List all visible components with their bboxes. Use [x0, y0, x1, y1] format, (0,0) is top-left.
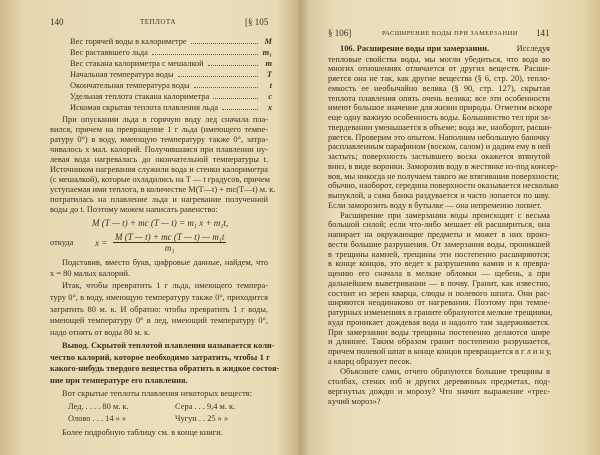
paragraph-line: кучий мороз»?: [328, 396, 381, 406]
paragraph-line: x = 80 малых калорий.: [50, 268, 131, 278]
variable-symbol: m: [265, 59, 272, 68]
paragraph-line: надо отнять от воды 80 м. к.: [50, 328, 151, 338]
paragraph-line: напирает на окружающие предметы и может в них произ-: [328, 230, 550, 239]
variable-label: Искомая скрытая теплота плавления льда: [70, 103, 219, 112]
paragraph-line: вился, причем на превращение 1 г льда (имеющего темпе-: [50, 125, 268, 134]
variable-label: Удельная теплота стакана калориметра: [70, 92, 210, 101]
solution-fraction: [113, 232, 226, 253]
leader-dots: [208, 58, 258, 66]
whence-label: откуда: [50, 238, 74, 247]
solution-numerator: M (T — t) + mc (T — t) — m₁t: [115, 232, 225, 242]
paragraph-line: обычно, наоборот, середина поверхности оказывается несколько: [328, 181, 559, 191]
section-ref: § 106]: [328, 28, 352, 38]
paragraph-line: При замерзании воды трещины постепенно делаются шире: [328, 327, 550, 337]
equation: M (T — t) + mc (T — t) = m₁ x + m₁t,: [92, 218, 229, 228]
table-intro: Вот скрытые теплоты плавления некоторых веществ:: [62, 389, 253, 398]
conclusion-line: какого-нибудь твердого вещества обратить в жидкое состоя-: [50, 364, 280, 374]
running-title: РАСШИРЕНИЕ ВОДЫ ПРИ ЗАМЕРЗАНИИ: [382, 30, 518, 37]
leader-dots: [178, 69, 258, 77]
paragraph-line: ратуру 0°) в воду, имеющую температуру также 0°, затра-: [50, 135, 268, 144]
paragraph-line: вниз, в виде воронки. Заморозив воду в жестянке из-под консер-: [328, 161, 558, 171]
leader-dots: [222, 102, 258, 110]
leader-dots: [213, 91, 258, 99]
paragraph-line: воды до t. Поэтому можем написать равенство:: [50, 205, 218, 214]
conclusion-line: чество калорий, которое необходимо затратить, чтобы 1 г: [50, 352, 270, 362]
paragraph-line: емкость ее необычайно велика (§ 90, стр. 127), скрытая: [328, 83, 550, 93]
paragraph-line: уступаемая ими теплота, в количестве M(T—t) + mc(T—t) м. к.: [50, 185, 276, 194]
paragraph-line: а кварц образует песок.: [328, 356, 412, 366]
paragraph-line: расплавленным парафином (воском, салом) и дадим ему в ней: [328, 142, 551, 152]
paragraph-line: тепловые свойства воды, мы могли убедиться, что вода во: [328, 54, 550, 64]
paragraph-line: левая вода нагревалась до окончательной температуры t.: [50, 155, 268, 164]
paragraph-line: (с мешалкой), которые охладились на T — t градусов, причем: [50, 175, 270, 184]
paragraph-line: туру 0°, в воду, имеющую температуру также 0°, приходится: [50, 292, 268, 302]
paragraph-line: причем полевой шпат в конце концов превращается в г л и н у,: [328, 347, 552, 356]
paragraph-line: многих отношениях отличается от других веществ. Расши-: [328, 64, 550, 74]
paragraph-line: затратить 80 м. к. И обратно: чтобы превратить 1 г воды,: [50, 304, 268, 314]
variable-symbol: c: [268, 92, 272, 101]
paragraph-line: ратурных изменениях в граните образуются мелкие трещинки,: [328, 308, 553, 317]
paragraph-line: большой силой; если что-либо мешает ей расшириться, она: [328, 220, 550, 230]
paragraph-line: и длиннее. Таким образом гранит постепенно разрушается,: [328, 337, 550, 347]
heading-continuation: Исследуя: [516, 44, 550, 53]
paragraph-line: в конце концов, это ведет к разрушению камня и к превра-: [328, 259, 550, 269]
paragraph-line: вести большие разрушения. От замерзания воды, проникшей: [328, 239, 550, 249]
variable-list-item: [70, 91, 272, 102]
variable-symbol: m₁: [262, 48, 272, 57]
variable-symbol: M: [264, 37, 272, 46]
page-number: 141: [536, 28, 550, 38]
paragraph-line: выпуклой, а сама банка раздувается и часто лопается по шву.: [328, 191, 550, 200]
paragraph-line: вов, мы никогда не получаем такого же втягивания поверхности;: [328, 171, 559, 181]
paragraph-line: Объясните сами, отчего образуются большие трещины в: [340, 367, 550, 376]
paragraph-line: ширяются неодинаково от нагревания. Поэтому при темпе-: [328, 298, 550, 308]
paragraph-line: столбах, стенах изб и других деревянных предметах, под-: [328, 376, 550, 386]
table-row-2-right: Чугун . . 25 » »: [175, 414, 229, 423]
conclusion-line: ние при температуре его плавления.: [50, 375, 188, 385]
table-row-2-left: Олово . . . 14 » »: [68, 414, 127, 423]
paragraph-line: дальнейшем выветривании — в почву. Гранит, как известно,: [328, 278, 550, 288]
paragraph-line: чивалось x мал. калорий. Получившаяся при плавлении ну-: [50, 145, 268, 154]
paragraph-line: Если заморозить воду в бутылке — она непременно лопнет.: [328, 200, 542, 210]
paragraph-line: потратилась на плавление льда и нагревание полученной: [50, 195, 268, 204]
paragraph-line: щению его сначала в мелкие обломки — щебень, а при: [328, 269, 550, 278]
paragraph-line: вергнутых дождю и морозу? Что значит выражение «трес-: [328, 386, 550, 396]
variable-list-item: [70, 69, 272, 80]
table-row-1-left: Лед. . . . . 80 м. к.: [68, 402, 129, 411]
paragraph-line: в трещины камней, трещины эти постепенно расширяются;: [328, 249, 550, 259]
variable-symbol: t: [269, 81, 272, 90]
paragraph-line: Источником нагревания служили вода и стенки калориметра: [50, 165, 268, 174]
paragraph-line: ряется она не так, как другие вещества (§ 6, стр. 20), тепло-: [328, 74, 550, 83]
table-row-1-right: Сера . . . 9,4 м. к.: [175, 402, 236, 411]
variable-label: Вес растаявшего льда: [70, 48, 148, 57]
section-heading: 106. Расширение воды при замерзании.: [340, 44, 490, 53]
paragraph-line: Итак, чтобы превратить 1 г льда, имеющего темпера-: [62, 281, 268, 290]
paragraph-line: ряется. Проверим это опытом. Наполним небольшую баночку: [328, 132, 550, 142]
page-number: 140: [50, 17, 64, 27]
variable-symbol: T: [266, 70, 272, 79]
paragraph-line: твердевании уменьшается в объеме; вода же, наоборот, расши-: [328, 122, 553, 132]
paragraph-line: Расширение при замерзании воды происходит с весьма: [340, 210, 550, 220]
paragraph-line: еще одну важную особенность воды. Большинство тел при за-: [328, 113, 551, 122]
leader-dots: [152, 47, 258, 55]
paragraph-line: имеют большое значение для жизни природы. Отметим вскоре: [328, 103, 553, 113]
variable-label: Вес стакана калориметра с мешалкой: [70, 59, 204, 68]
leader-dots: [194, 80, 258, 88]
leader-dots: [191, 36, 258, 44]
solution-lhs: x =: [95, 238, 108, 248]
variable-list-item: [70, 58, 272, 69]
right-page: [300, 0, 600, 455]
conclusion-line: Вывод. Скрытой теплотой плавления называется коли-: [62, 341, 275, 350]
solution-denominator: m₁: [164, 243, 175, 253]
variable-label: Начальная температура воды: [70, 70, 174, 79]
variable-list-item: [70, 80, 272, 91]
variable-label: Вес горячей воды в калориметре: [70, 37, 187, 46]
variable-list-item: [70, 47, 272, 58]
paragraph-line: Подставив, вместо букв, цифровые данные, найдем, что: [62, 258, 268, 267]
section-ref: [§ 105: [245, 17, 269, 27]
variable-list-item: [70, 102, 272, 113]
paragraph-line: имеющей температуру 0° в лед, имеющий температуру 0°,: [50, 316, 268, 326]
section-heading-line: [340, 44, 550, 54]
variable-label: Окончательная температура воды: [70, 81, 190, 90]
paragraph-line: теплота плавления опять очень велика; все эти особенности: [328, 93, 550, 103]
paragraph-line: При опускании льда в горячую воду лед сначала пла-: [62, 115, 268, 124]
paragraph-line: состоит из зерен кварца, слюды и полевого шпата. Они рас-: [328, 288, 550, 298]
table-note: Более подробную таблицу см. в конце книги.: [62, 428, 223, 437]
variable-symbol: x: [267, 103, 272, 112]
running-title: ТЕПЛОТА: [140, 18, 176, 26]
paragraph-line: куда проникает дождевая вода и надолго там задерживается.: [328, 317, 550, 327]
paragraph-line: застыть; поверхность застывшего воска окажется втянутой: [328, 152, 550, 161]
variable-list-item: [70, 36, 272, 47]
